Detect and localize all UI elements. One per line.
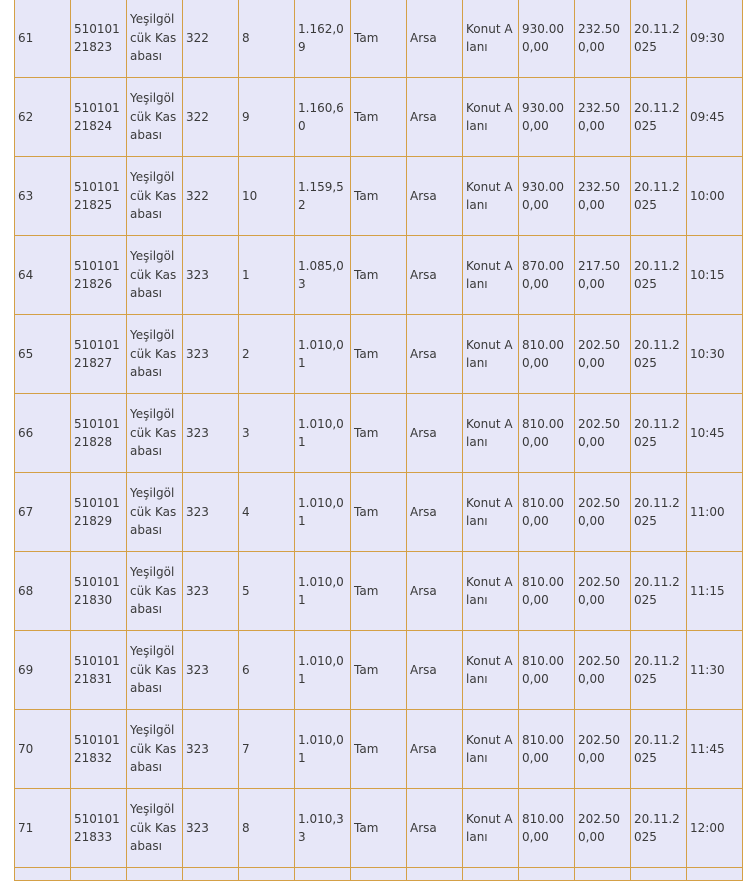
share-cell: Tam <box>351 0 407 78</box>
auction-time-cell: 09:45 <box>687 78 743 157</box>
parcel-code-cell: 51010121829 <box>71 473 127 552</box>
deposit-cell: 232.500,00 <box>575 78 631 157</box>
deposit-cell: 202.500,00 <box>575 631 631 710</box>
share-cell: Tam <box>351 789 407 868</box>
parcel-number-cell: 1 <box>239 236 295 315</box>
parcel-code-cell: 51010121825 <box>71 157 127 236</box>
block-number-cell: 323 <box>183 315 239 394</box>
zoning-cell: Konut Alanı <box>463 78 519 157</box>
property-type-cell: Arsa <box>407 0 463 78</box>
auction-date-cell: 20.11.2025 <box>631 631 687 710</box>
parcel-code-cell: 51010121826 <box>71 236 127 315</box>
deposit-cell: 232.500,00 <box>575 157 631 236</box>
auction-time-cell: 11:45 <box>687 710 743 789</box>
auction-table <box>14 0 743 881</box>
row-number-cell: 67 <box>15 473 71 552</box>
block-number-cell: 323 <box>183 394 239 473</box>
table-row <box>15 0 743 78</box>
table-row <box>15 236 743 315</box>
table-row <box>15 710 743 789</box>
price-cell: 870.000,00 <box>519 236 575 315</box>
location-cell: Yeşilgölcük Kasabası <box>127 631 183 710</box>
zoning-cell: Konut Alanı <box>463 315 519 394</box>
location-cell: Yeşilgölcük Kasabası <box>127 552 183 631</box>
parcel-number-cell: 6 <box>239 631 295 710</box>
auction-table-container <box>14 0 742 881</box>
property-type-cell: Arsa <box>407 236 463 315</box>
table-row <box>15 157 743 236</box>
row-number-cell: 61 <box>15 0 71 78</box>
area-cell: 1.010,01 <box>295 631 351 710</box>
location-cell: Yeşilgölcük Kasabası <box>127 473 183 552</box>
table-row <box>15 78 743 157</box>
price-cell: 810.000,00 <box>519 473 575 552</box>
parcel-number-cell: 8 <box>239 0 295 78</box>
property-type-cell: Arsa <box>407 157 463 236</box>
zoning-cell: Konut Alanı <box>463 236 519 315</box>
table-body <box>15 0 743 881</box>
location-cell <box>127 868 183 881</box>
table-row-partial <box>15 868 743 881</box>
block-number-cell: 322 <box>183 78 239 157</box>
parcel-code-cell <box>71 868 127 881</box>
block-number-cell: 323 <box>183 236 239 315</box>
deposit-cell: 202.500,00 <box>575 789 631 868</box>
price-cell: 810.000,00 <box>519 789 575 868</box>
row-number-cell: 62 <box>15 78 71 157</box>
area-cell: 1.160,60 <box>295 78 351 157</box>
block-number-cell: 322 <box>183 157 239 236</box>
share-cell: Tam <box>351 473 407 552</box>
price-cell: 930.000,00 <box>519 157 575 236</box>
parcel-code-cell: 51010121833 <box>71 789 127 868</box>
deposit-cell <box>575 868 631 881</box>
parcel-number-cell: 4 <box>239 473 295 552</box>
table-row <box>15 315 743 394</box>
auction-date-cell: 20.11.2025 <box>631 789 687 868</box>
area-cell: 1.162,09 <box>295 0 351 78</box>
block-number-cell: 323 <box>183 473 239 552</box>
property-type-cell: Arsa <box>407 789 463 868</box>
parcel-code-cell: 51010121831 <box>71 631 127 710</box>
area-cell: 1.010,01 <box>295 552 351 631</box>
price-cell: 810.000,00 <box>519 315 575 394</box>
location-cell: Yeşilgölcük Kasabası <box>127 394 183 473</box>
block-number-cell: 323 <box>183 710 239 789</box>
location-cell: Yeşilgölcük Kasabası <box>127 710 183 789</box>
zoning-cell: Konut Alanı <box>463 631 519 710</box>
auction-date-cell: 20.11.2025 <box>631 78 687 157</box>
price-cell: 810.000,00 <box>519 552 575 631</box>
table-row <box>15 631 743 710</box>
property-type-cell: Arsa <box>407 473 463 552</box>
share-cell: Tam <box>351 394 407 473</box>
row-number-cell: 64 <box>15 236 71 315</box>
deposit-cell: 202.500,00 <box>575 315 631 394</box>
auction-date-cell: 20.11.2025 <box>631 315 687 394</box>
property-type-cell: Arsa <box>407 631 463 710</box>
share-cell <box>351 868 407 881</box>
share-cell: Tam <box>351 78 407 157</box>
auction-time-cell: 10:15 <box>687 236 743 315</box>
auction-time-cell: 10:00 <box>687 157 743 236</box>
auction-time-cell: 11:15 <box>687 552 743 631</box>
area-cell: 1.159,52 <box>295 157 351 236</box>
row-number-cell: 66 <box>15 394 71 473</box>
zoning-cell: Konut Alanı <box>463 473 519 552</box>
share-cell: Tam <box>351 710 407 789</box>
zoning-cell: Konut Alanı <box>463 552 519 631</box>
row-number-cell: 65 <box>15 315 71 394</box>
zoning-cell <box>463 868 519 881</box>
row-number-cell: 70 <box>15 710 71 789</box>
price-cell: 930.000,00 <box>519 78 575 157</box>
parcel-code-cell: 51010121824 <box>71 78 127 157</box>
table-row <box>15 789 743 868</box>
auction-time-cell: 11:30 <box>687 631 743 710</box>
deposit-cell: 232.500,00 <box>575 0 631 78</box>
parcel-code-cell: 51010121830 <box>71 552 127 631</box>
auction-time-cell: 09:30 <box>687 0 743 78</box>
property-type-cell: Arsa <box>407 78 463 157</box>
location-cell: Yeşilgölcük Kasabası <box>127 157 183 236</box>
share-cell: Tam <box>351 315 407 394</box>
table-row <box>15 552 743 631</box>
parcel-code-cell: 51010121823 <box>71 0 127 78</box>
deposit-cell: 202.500,00 <box>575 394 631 473</box>
deposit-cell: 202.500,00 <box>575 552 631 631</box>
share-cell: Tam <box>351 157 407 236</box>
auction-date-cell: 20.11.2025 <box>631 157 687 236</box>
area-cell: 1.010,01 <box>295 710 351 789</box>
row-number-cell: 63 <box>15 157 71 236</box>
row-number-cell: 71 <box>15 789 71 868</box>
property-type-cell: Arsa <box>407 315 463 394</box>
zoning-cell: Konut Alanı <box>463 789 519 868</box>
property-type-cell: Arsa <box>407 710 463 789</box>
parcel-number-cell: 10 <box>239 157 295 236</box>
location-cell: Yeşilgölcük Kasabası <box>127 78 183 157</box>
share-cell: Tam <box>351 552 407 631</box>
auction-time-cell: 10:30 <box>687 315 743 394</box>
zoning-cell: Konut Alanı <box>463 157 519 236</box>
parcel-number-cell: 8 <box>239 789 295 868</box>
parcel-code-cell: 51010121832 <box>71 710 127 789</box>
zoning-cell: Konut Alanı <box>463 710 519 789</box>
parcel-number-cell: 7 <box>239 710 295 789</box>
zoning-cell: Konut Alanı <box>463 0 519 78</box>
auction-date-cell: 20.11.2025 <box>631 394 687 473</box>
price-cell <box>519 868 575 881</box>
parcel-number-cell <box>239 868 295 881</box>
auction-date-cell: 20.11.2025 <box>631 0 687 78</box>
area-cell: 1.085,03 <box>295 236 351 315</box>
area-cell: 1.010,33 <box>295 789 351 868</box>
auction-time-cell: 12:00 <box>687 789 743 868</box>
area-cell: 1.010,01 <box>295 315 351 394</box>
table-row <box>15 394 743 473</box>
row-number-cell: 68 <box>15 552 71 631</box>
auction-date-cell <box>631 868 687 881</box>
auction-date-cell: 20.11.2025 <box>631 710 687 789</box>
auction-date-cell: 20.11.2025 <box>631 473 687 552</box>
property-type-cell: Arsa <box>407 394 463 473</box>
block-number-cell: 323 <box>183 789 239 868</box>
parcel-number-cell: 3 <box>239 394 295 473</box>
auction-date-cell: 20.11.2025 <box>631 236 687 315</box>
location-cell: Yeşilgölcük Kasabası <box>127 789 183 868</box>
area-cell: 1.010,01 <box>295 394 351 473</box>
deposit-cell: 217.500,00 <box>575 236 631 315</box>
zoning-cell: Konut Alanı <box>463 394 519 473</box>
area-cell <box>295 868 351 881</box>
property-type-cell: Arsa <box>407 552 463 631</box>
auction-time-cell: 11:00 <box>687 473 743 552</box>
row-number-cell: 69 <box>15 631 71 710</box>
auction-time-cell <box>687 868 743 881</box>
parcel-number-cell: 5 <box>239 552 295 631</box>
property-type-cell <box>407 868 463 881</box>
location-cell: Yeşilgölcük Kasabası <box>127 0 183 78</box>
share-cell: Tam <box>351 631 407 710</box>
parcel-number-cell: 9 <box>239 78 295 157</box>
block-number-cell: 323 <box>183 631 239 710</box>
price-cell: 810.000,00 <box>519 631 575 710</box>
block-number-cell <box>183 868 239 881</box>
parcel-code-cell: 51010121827 <box>71 315 127 394</box>
block-number-cell: 322 <box>183 0 239 78</box>
table-row <box>15 473 743 552</box>
auction-time-cell: 10:45 <box>687 394 743 473</box>
parcel-code-cell: 51010121828 <box>71 394 127 473</box>
price-cell: 810.000,00 <box>519 394 575 473</box>
location-cell: Yeşilgölcük Kasabası <box>127 236 183 315</box>
deposit-cell: 202.500,00 <box>575 710 631 789</box>
area-cell: 1.010,01 <box>295 473 351 552</box>
price-cell: 810.000,00 <box>519 710 575 789</box>
row-number-cell <box>15 868 71 881</box>
block-number-cell: 323 <box>183 552 239 631</box>
deposit-cell: 202.500,00 <box>575 473 631 552</box>
share-cell: Tam <box>351 236 407 315</box>
location-cell: Yeşilgölcük Kasabası <box>127 315 183 394</box>
parcel-number-cell: 2 <box>239 315 295 394</box>
price-cell: 930.000,00 <box>519 0 575 78</box>
auction-date-cell: 20.11.2025 <box>631 552 687 631</box>
